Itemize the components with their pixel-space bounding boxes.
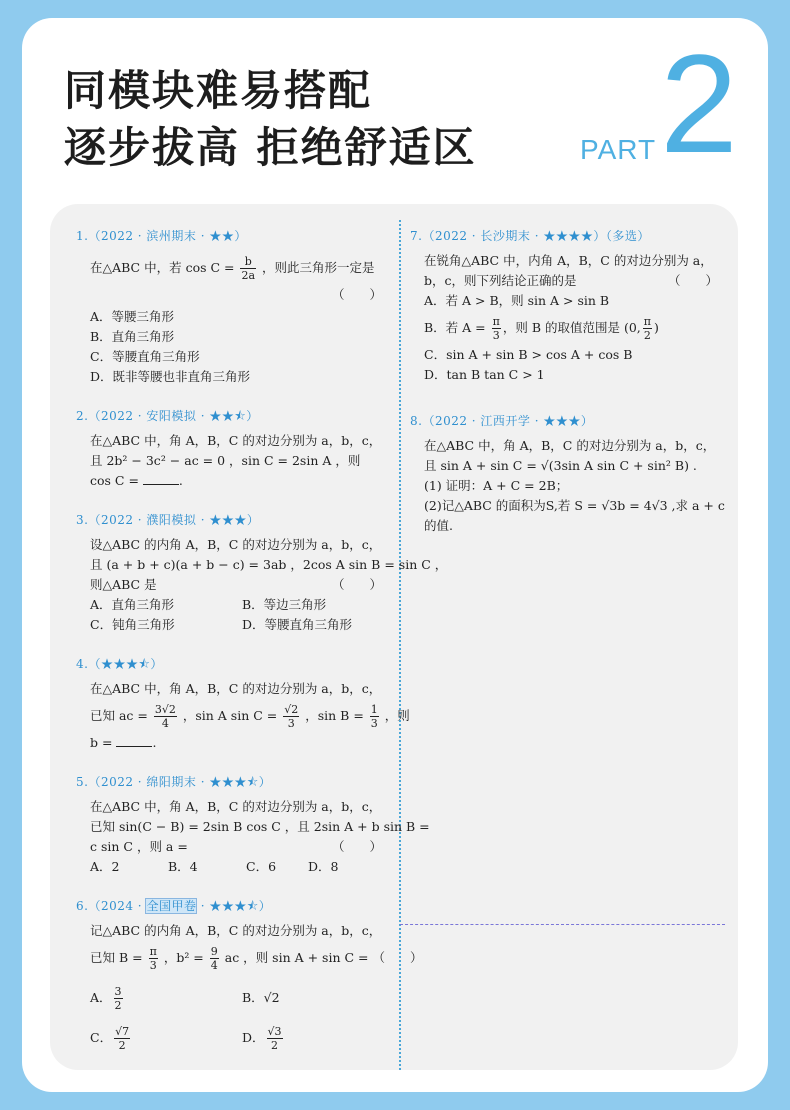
q4-f1-num: 3√2: [154, 703, 176, 716]
q4-fraction-2: [283, 703, 299, 730]
title-line-1: 同模块难易搭配: [64, 66, 373, 115]
q7-option-b-text-3: ): [654, 320, 659, 335]
q8-line-2: 且 sin A + sin C = √(3sin A sin C + sin² B) .: [424, 458, 697, 473]
part-number: 2: [660, 25, 738, 182]
dashed-guide-line: [400, 924, 725, 925]
q6-option-a-label: A．: [90, 990, 112, 1005]
q6-option-d-label: D．: [242, 1030, 265, 1045]
q6-f2-num: 9: [210, 945, 218, 958]
q1-text-a: 在△ABC 中，若 cos C =: [90, 260, 235, 275]
q5-line-1: 在△ABC 中，角 A，B，C 的对边分别为 a，b，c，: [90, 799, 382, 814]
q4-f2-num: √2: [284, 703, 299, 716]
q4-f3-den: 3: [370, 717, 378, 730]
q5-options: [76, 857, 394, 877]
q1-option-a: A．等腰三角形: [90, 309, 175, 324]
q6-option-c-frac: [114, 1025, 130, 1052]
q6-options-row-1: [76, 981, 394, 1015]
q3-option-c: C．钝角三角形: [90, 617, 175, 632]
q4-fraction-1: [154, 703, 177, 730]
q6-option-a-frac: [114, 985, 123, 1012]
q8-line-1: 在△ABC 中，角 A，B，C 的对边分别为 a，b，c，: [424, 438, 716, 453]
q5-line-3: [76, 837, 394, 857]
question-2-header: 2.（2022 · 安阳模拟 · ★★⯪）: [76, 409, 259, 423]
q2-line-3-text: cos C =: [90, 473, 143, 488]
q5-option-c: C．6: [246, 859, 277, 874]
q4-f3-num: 1: [370, 703, 378, 716]
q8-line-5: 的值.: [424, 518, 453, 533]
q2-line-2: 且 2b² − 3c² − ac = 0 ，sin C = 2sin A ，则: [90, 453, 361, 468]
q7-option-a: A．若 A > B，则 sin A > sin B: [424, 293, 610, 308]
q7-answer-paren: （ ）: [667, 273, 718, 288]
q6-option-a: [90, 981, 242, 1015]
q1-fraction: [240, 255, 256, 282]
q3-option-a: A．直角三角形: [90, 597, 175, 612]
q1-frac-den: 2a: [241, 269, 256, 282]
q6-d-den: 2: [271, 1039, 279, 1052]
q3-options-row-1: [76, 595, 394, 615]
q1-text-b: ，则此三角形一定是: [262, 260, 375, 275]
q4-line-3: b = .: [90, 735, 157, 750]
q7-option-d: D．tan B tan C > 1: [424, 367, 545, 382]
q7-line-2-text: b，c，则下列结论正确的是: [424, 273, 577, 288]
q7-option-b-frac-1: [492, 315, 501, 342]
q6-option-d-frac: [267, 1025, 283, 1052]
q3-line-2: 且 (a + b + c)(a + b − c) = 3ab ，2cos A sin B = sin C ，: [90, 557, 448, 572]
q6-text-b: ，b² =: [163, 950, 204, 965]
question-8: [410, 411, 730, 536]
q6-c-den: 2: [118, 1039, 126, 1052]
q2-answer-blank: [143, 484, 179, 485]
part-label: PART: [580, 134, 657, 165]
q6-options-row-2: [76, 1021, 394, 1055]
q6-a-den: 2: [114, 999, 122, 1012]
q4-text-d: ，则: [384, 708, 410, 723]
q2-line-3: cos C = .: [90, 473, 183, 488]
question-6: [76, 896, 423, 1055]
q6-text-c: ac ，则 sin A + sin C =: [224, 950, 369, 965]
q3-line-3-text: 则△ABC 是: [90, 577, 157, 592]
q7-b-den: 3: [492, 329, 500, 342]
q1-option-c: C．等腰直角三角形: [90, 349, 200, 364]
q7-option-c: C．sin A + sin B > cos A + cos B: [424, 347, 633, 362]
q6-text-a: 已知 B =: [90, 950, 143, 965]
q6-line-2: [76, 941, 423, 975]
q3-answer-paren: （ ）: [331, 577, 382, 592]
q4-fraction-3: [370, 703, 379, 730]
q7-option-b-frac-2: [643, 315, 652, 342]
question-1-stem: [76, 251, 394, 285]
q5-answer-paren: （ ）: [331, 839, 382, 854]
q4-f2-den: 3: [287, 717, 295, 730]
q6-answer-paren: （ ）: [372, 950, 423, 965]
q5-option-a: A．2: [90, 859, 120, 874]
q6-header-a: 6.（2024 ·: [76, 899, 147, 913]
right-column: [410, 226, 730, 555]
question-7: [410, 226, 730, 385]
q7-option-b: [410, 311, 730, 345]
q3-options-row-2: [76, 615, 394, 635]
q7-b-num: π: [492, 315, 500, 328]
q4-line-1: 在△ABC 中，角 A，B，C 的对边分别为 a，b，c，: [90, 681, 382, 696]
q1-answer-paren: （ ）: [331, 287, 382, 302]
q7-b2-den: 2: [643, 329, 651, 342]
q6-header-b: · ★★★⯪）: [196, 899, 272, 913]
q5-line-3-text: c sin C ，则 a =: [90, 839, 188, 854]
q6-option-b: B．√2: [242, 990, 280, 1005]
q6-option-d: [242, 1021, 394, 1055]
q6-d-num: √3: [267, 1025, 282, 1038]
q4-line-2: [76, 699, 410, 733]
q2-line-1: 在△ABC 中，角 A，B，C 的对边分别为 a，b，c，: [90, 433, 382, 448]
q1-option-d: D．既非等腰也非直角三角形: [90, 369, 251, 384]
title-line-2: 逐步拔高 拒绝舒适区: [64, 123, 477, 172]
q6-option-c-label: C．: [90, 1030, 113, 1045]
question-4: [76, 654, 410, 753]
q7-option-b-text-1: B．若 A =: [424, 320, 486, 335]
q3-line-1: 设△ABC 的内角 A，B，C 的对边分别为 a，b，c，: [90, 537, 382, 552]
q3-option-b: B．等边三角形: [242, 597, 327, 612]
q6-option-c: [90, 1021, 242, 1055]
q4-f1-den: 4: [161, 717, 169, 730]
q1-option-b: B．直角三角形: [90, 329, 175, 344]
question-3-header: 3.（2022 · 濮阳模拟 · ★★★）: [76, 513, 260, 527]
q6-fraction-1: [149, 945, 158, 972]
q5-line-2: 已知 sin(C − B) = 2sin B cos C ，且 2sin A + b sin B =: [90, 819, 430, 834]
question-5: [76, 772, 430, 877]
q6-line-1: 记△ABC 的内角 A，B，C 的对边分别为 a，b，c，: [90, 923, 382, 938]
q3-line-3: [76, 575, 394, 595]
q6-c-num: √7: [115, 1025, 130, 1038]
question-6-header: [76, 896, 394, 916]
q5-option-d: D．8: [308, 859, 339, 874]
q1-frac-num: b: [240, 255, 256, 269]
q7-option-b-text-2: ，则 B 的取值范围是 (0,: [502, 320, 641, 335]
q4-text-b: ，sin A sin C =: [182, 708, 278, 723]
question-1: [76, 226, 394, 387]
q7-line-2: [410, 271, 730, 291]
q4-line-3-text: b =: [90, 735, 117, 750]
question-2: [76, 406, 394, 491]
q4-text-c: ，sin B =: [305, 708, 364, 723]
q3-option-d: D．等腰直角三角形: [242, 617, 353, 632]
q6-f1-num: π: [149, 945, 157, 958]
q6-fraction-2: [210, 945, 219, 972]
q4-answer-blank: [116, 746, 152, 747]
question-1-header: 1.（2022 · 滨州期末 · ★★）: [76, 229, 247, 243]
q6-f2-den: 4: [210, 959, 218, 972]
question-4-header: 4.（★★★⯪）: [76, 657, 163, 671]
q7-b2-num: π: [643, 315, 652, 328]
q8-line-3: (1) 证明：A + C = 2B；: [424, 478, 569, 493]
q6-a-num: 3: [114, 985, 122, 998]
q8-line-4: (2)记△ABC 的面积为S,若 S = √3b = 4√3 ,求 a + c: [424, 498, 725, 513]
q6-f1-den: 3: [149, 959, 157, 972]
q7-line-1: 在锐角△ABC 中，内角 A，B，C 的对边分别为 a，: [424, 253, 713, 268]
question-8-header: 8.（2022 · 江西开学 · ★★★）: [410, 414, 594, 428]
q6-header-highlight: 全国甲卷: [146, 899, 197, 913]
question-5-header: 5.（2022 · 绵阳期末 · ★★★⯪）: [76, 775, 272, 789]
question-7-header: 7.（2022 · 长沙期末 · ★★★★）（多选）: [410, 229, 650, 243]
q5-option-b: B．4: [168, 859, 198, 874]
q4-text-a: 已知 ac =: [90, 708, 148, 723]
